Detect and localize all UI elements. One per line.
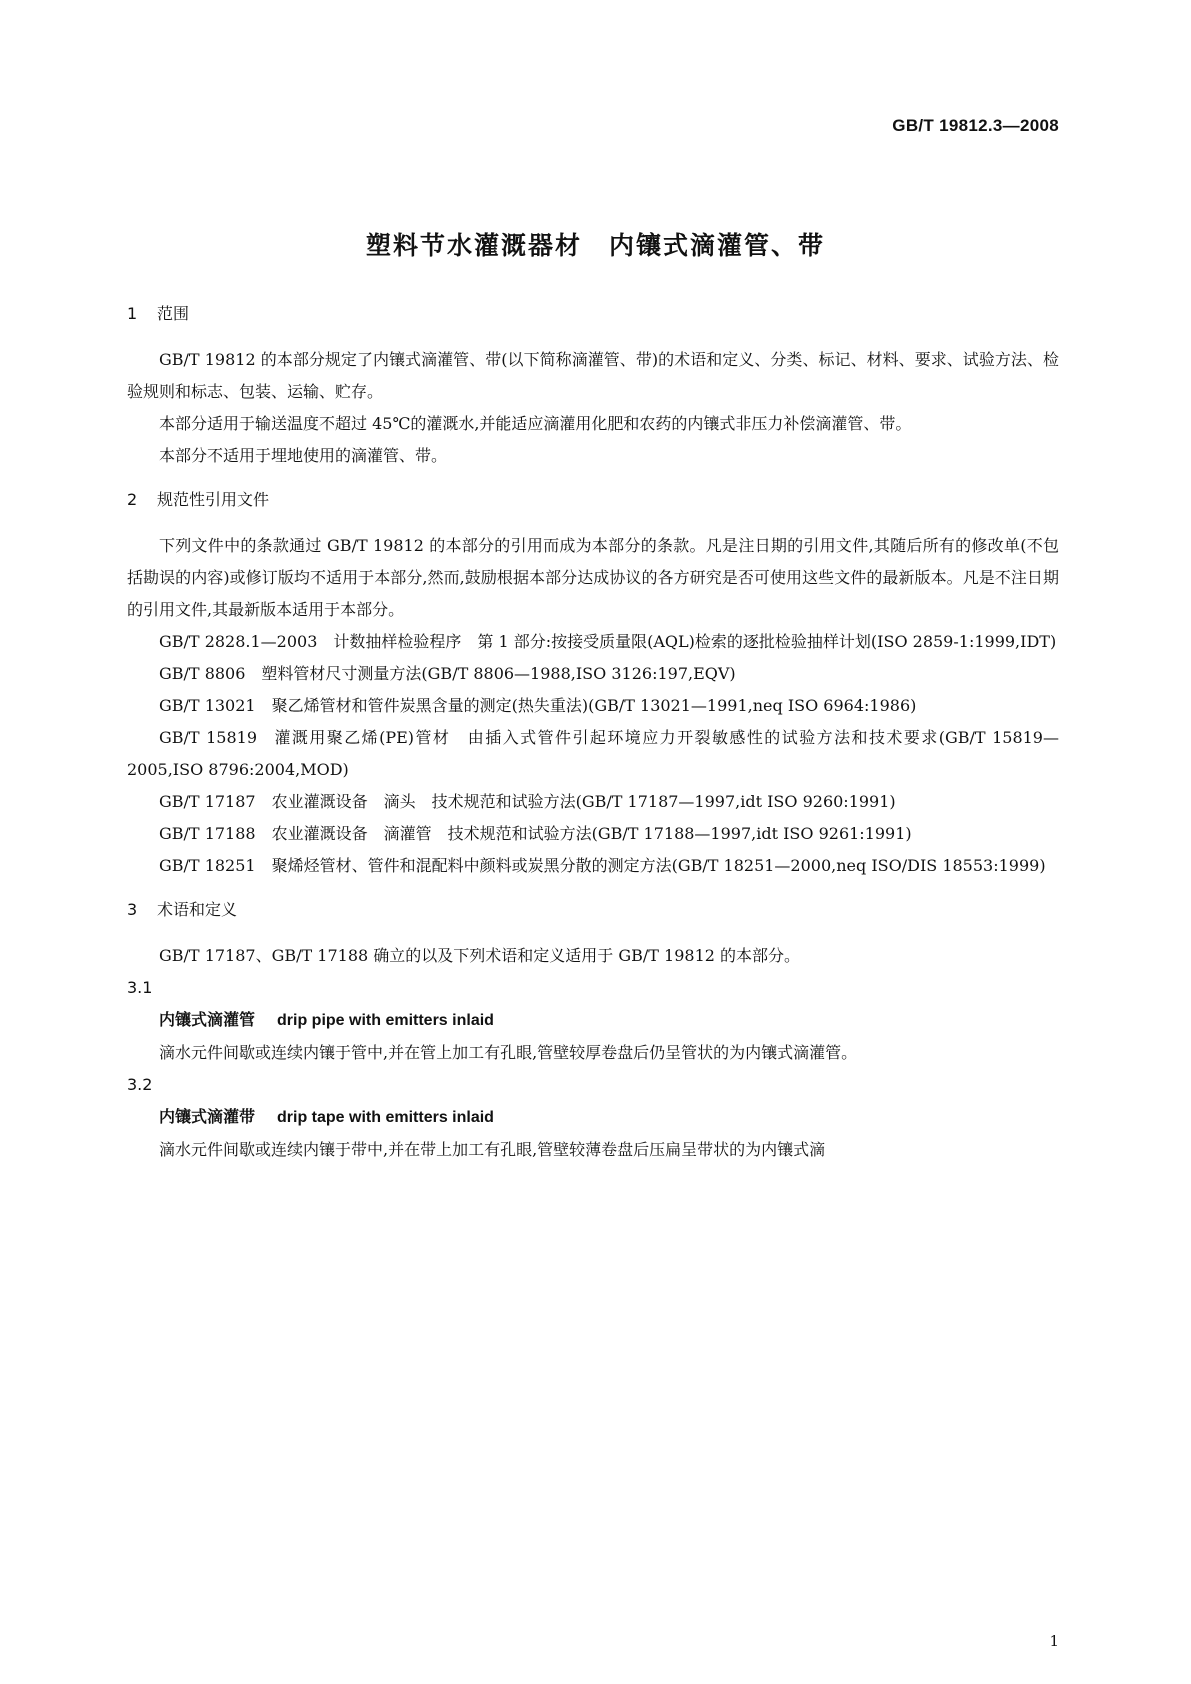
term-entry: [127, 1101, 1059, 1134]
reference-title: 塑料管材尺寸测量方法(GB/T 8806—1988,ISO 3126:197,EQV): [261, 664, 736, 683]
standard-number: GB/T 19812.3—2008: [892, 116, 1059, 135]
paragraph: 本部分不适用于埋地使用的滴灌管、带。: [159, 446, 448, 465]
reference-item: [127, 818, 1059, 850]
term-english: drip tape with emitters inlaid: [277, 1109, 494, 1126]
term-english: drip pipe with emitters inlaid: [277, 1012, 494, 1029]
reference-item: [127, 850, 1059, 882]
section-3-heading: [127, 894, 1059, 926]
term-chinese: 内镶式滴灌带: [159, 1107, 256, 1126]
section-2-heading: [127, 484, 1059, 516]
reference-code: GB/T 2828.1—2003: [159, 632, 318, 651]
section-number: 3: [127, 900, 138, 919]
reference-item: [127, 722, 1059, 786]
reference-item: [127, 626, 1059, 658]
page-number: 1: [1049, 1632, 1059, 1650]
reference-title: 聚烯烃管材、管件和混配料中颜料或炭黑分散的测定方法(GB/T 18251—2000,neq ISO/DIS 18553:1999): [271, 856, 1046, 875]
document-body: [127, 298, 1059, 1166]
reference-title: 农业灌溉设备 滴灌管 技术规范和试验方法(GB/T 17188—1997,idt ISO 9261:1991): [271, 824, 912, 843]
paragraph: 本部分适用于输送温度不超过 45℃的灌溉水,并能适应滴灌用化肥和农药的内镶式非压力补偿滴灌管、带。: [159, 414, 912, 433]
section-title: 范围: [157, 304, 190, 323]
reference-code: GB/T 8806: [159, 664, 246, 683]
reference-code: GB/T 18251: [159, 856, 256, 875]
reference-code: GB/T 17187: [159, 792, 256, 811]
clause-number: 3.2: [127, 1075, 153, 1094]
document-title: 塑料节水灌溉器材 内镶式滴灌管、带: [365, 231, 825, 260]
reference-item: [127, 690, 1059, 722]
clause-number: 3.1: [127, 978, 153, 997]
section-number: 1: [127, 304, 138, 323]
term-entry: [127, 1004, 1059, 1037]
reference-title: 计数抽样检验程序 第 1 部分:按接受质量限(AQL)检索的逐批检验抽样计划(ISO 2859-1:1999,IDT): [333, 632, 1057, 651]
reference-title: 灌溉用聚乙烯(PE)管材 由插入式管件引起环境应力开裂敏感性的试验方法和技术要求(GB/T 15819—2005,ISO 8796:2004,MOD): [127, 728, 1059, 779]
term-chinese: 内镶式滴灌管: [159, 1010, 256, 1029]
reference-code: GB/T 13021: [159, 696, 256, 715]
section-title: 术语和定义: [157, 900, 238, 919]
section-number: 2: [127, 490, 138, 509]
reference-item: [127, 658, 1059, 690]
term-definition: 滴水元件间歇或连续内镶于带中,并在带上加工有孔眼,管壁较薄卷盘后压扁呈带状的为内镶式滴: [159, 1140, 826, 1159]
paragraph: GB/T 19812 的本部分规定了内镶式滴灌管、带(以下简称滴灌管、带)的术语和定义、分类、标记、材料、要求、试验方法、检验规则和标志、包装、运输、贮存。: [127, 350, 1059, 401]
reference-code: GB/T 17188: [159, 824, 256, 843]
section-title: 规范性引用文件: [157, 490, 270, 509]
paragraph: GB/T 17187、GB/T 17188 确立的以及下列术语和定义适用于 GB/T 19812 的本部分。: [159, 946, 801, 965]
section-1-heading: [127, 298, 1059, 330]
reference-item: [127, 786, 1059, 818]
reference-title: 聚乙烯管材和管件炭黑含量的测定(热失重法)(GB/T 13021—1991,neq ISO 6964:1986): [271, 696, 917, 715]
term-definition: 滴水元件间歇或连续内镶于管中,并在管上加工有孔眼,管壁较厚卷盘后仍呈管状的为内镶式滴灌管。: [159, 1043, 858, 1062]
reference-code: GB/T 15819: [159, 728, 258, 747]
paragraph: 下列文件中的条款通过 GB/T 19812 的本部分的引用而成为本部分的条款。凡是注日期的引用文件,其随后所有的修改单(不包括勘误的内容)或修订版均不适用于本部分,然而,鼓励根据本部分达成协议的各方研究是否可使用这些文件的最新版本。凡是不注日期的引用文件,其最新版本适用于本部分。: [127, 536, 1059, 619]
reference-title: 农业灌溉设备 滴头 技术规范和试验方法(GB/T 17187—1997,idt ISO 9260:1991): [271, 792, 896, 811]
